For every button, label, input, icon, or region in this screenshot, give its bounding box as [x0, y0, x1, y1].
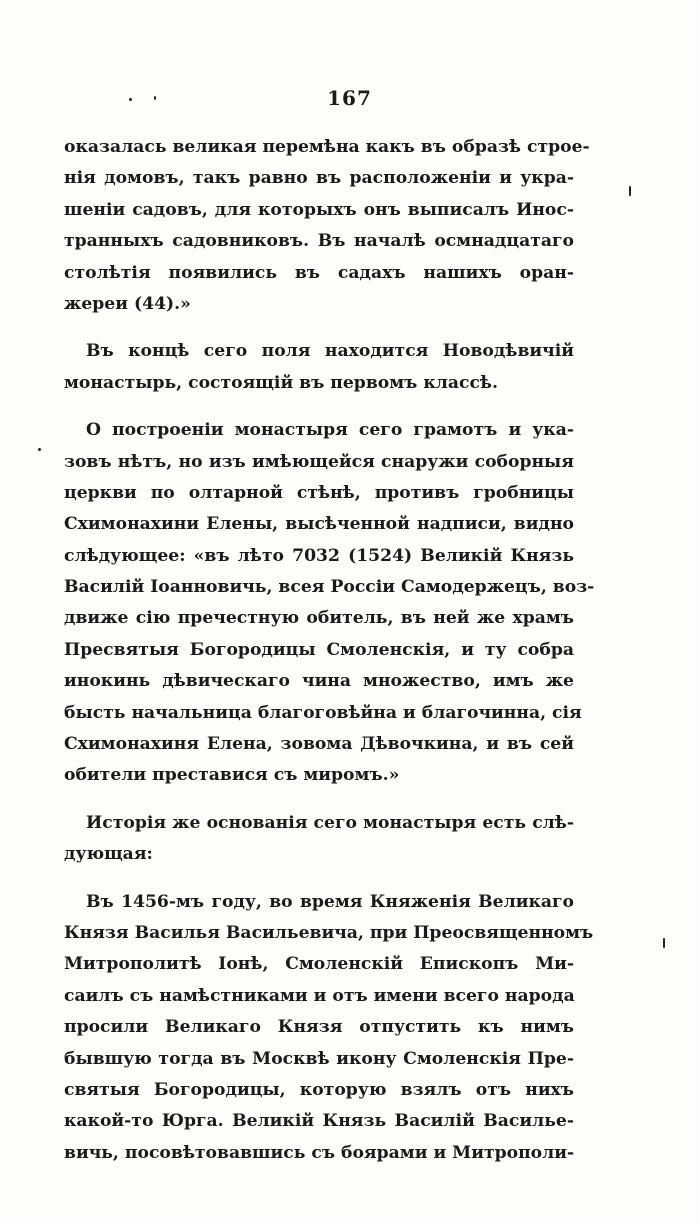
paragraph-4: [64, 808, 574, 871]
body-text: [64, 132, 595, 1169]
text-line: саилъ съ намѣстниками и отъ имени всего народа: [64, 985, 575, 1006]
text-line: вичь, посовѣтовавшись съ боярами и Митрополи-: [64, 1142, 575, 1163]
text-line: Митрополитѣ Іонѣ, Смоленскій Епископъ Ми-: [64, 954, 574, 975]
text-line: святыя Богородицы, которую взялъ отъ нихъ: [64, 1079, 574, 1100]
text-line: Пресвятыя Богородицы Смоленскія, и ту собра: [64, 639, 574, 660]
text-line: жереи (44).»: [64, 293, 191, 314]
text-line: бысть начальница благоговѣйна и благочинна, сія: [64, 702, 582, 723]
text-line: оказалась великая перемѣна какъ въ образѣ строе-: [64, 137, 590, 157]
text-line: транныхъ садовниковъ. Въ началѣ осмнадцатаго: [64, 231, 574, 252]
text-line: просили Великаго Князя отпустить къ нимъ: [64, 1017, 574, 1038]
text-line: монастырь, состоящій въ первомъ классѣ.: [64, 372, 498, 393]
text-line: слѣдующее: «въ лѣто 7032 (1524) Великій Князь: [64, 545, 574, 566]
text-line: Въ 1456-мъ году, во время Княженія Великаго: [86, 891, 574, 912]
text-line: инокинь дѣвическаго чина множество, имъ же: [64, 671, 574, 692]
text-line: бывшую тогда въ Москвѣ икону Смоленскія Пре-: [64, 1048, 574, 1069]
text-line: Василій Іоанновичь, всея Россіи Самодержецъ, воз-: [64, 577, 595, 598]
text-line: шеніи садовъ, для которыхъ онъ выписалъ Инос-: [64, 199, 574, 220]
paragraph-2: [64, 336, 574, 399]
text-line: зовъ нѣтъ, но изъ имѣющейся снаружи соборныя: [64, 451, 574, 472]
text-line: Князя Василья Васильевича, при Преосвященномъ: [64, 922, 594, 943]
paragraph-5: [64, 887, 594, 1170]
text-line: церкви по олтарной стѣнѣ, противъ гробницы: [64, 482, 574, 503]
scan-speck: [154, 96, 156, 100]
paragraph-1: [64, 132, 590, 320]
scan-speck: [129, 98, 132, 101]
text-line: движе сію пречестную обитель, въ ней же храмъ: [64, 608, 574, 629]
text-line: обители преставися съ миромъ.»: [64, 765, 400, 786]
paragraph-3: [64, 415, 595, 792]
scan-speck: [38, 448, 41, 451]
scan-speck: [663, 938, 665, 948]
scan-speck: [629, 186, 631, 196]
text-line: дующая:: [64, 844, 153, 865]
text-line: Въ концѣ сего поля находится Новодѣвичій: [86, 341, 574, 362]
text-line: Схимонахини Елены, высѣченной надписи, видно: [64, 514, 574, 535]
text-line: О построеніи монастыря сего грамотъ и ука-: [86, 420, 574, 441]
text-line: нія домовъ, такъ равно въ расположеніи и укра-: [64, 168, 574, 189]
text-line: Схимонахиня Елена, зовома Дѣвочкина, и въ сей: [64, 734, 574, 755]
page-number: 167: [327, 86, 372, 110]
text-line: Исторія же основанія сего монастыря есть слѣ-: [86, 812, 574, 833]
text-line: столѣтія появились въ садахъ нашихъ оран-: [64, 262, 574, 283]
text-line: какой-то Юрга. Великій Князь Василій Василье-: [64, 1111, 574, 1132]
